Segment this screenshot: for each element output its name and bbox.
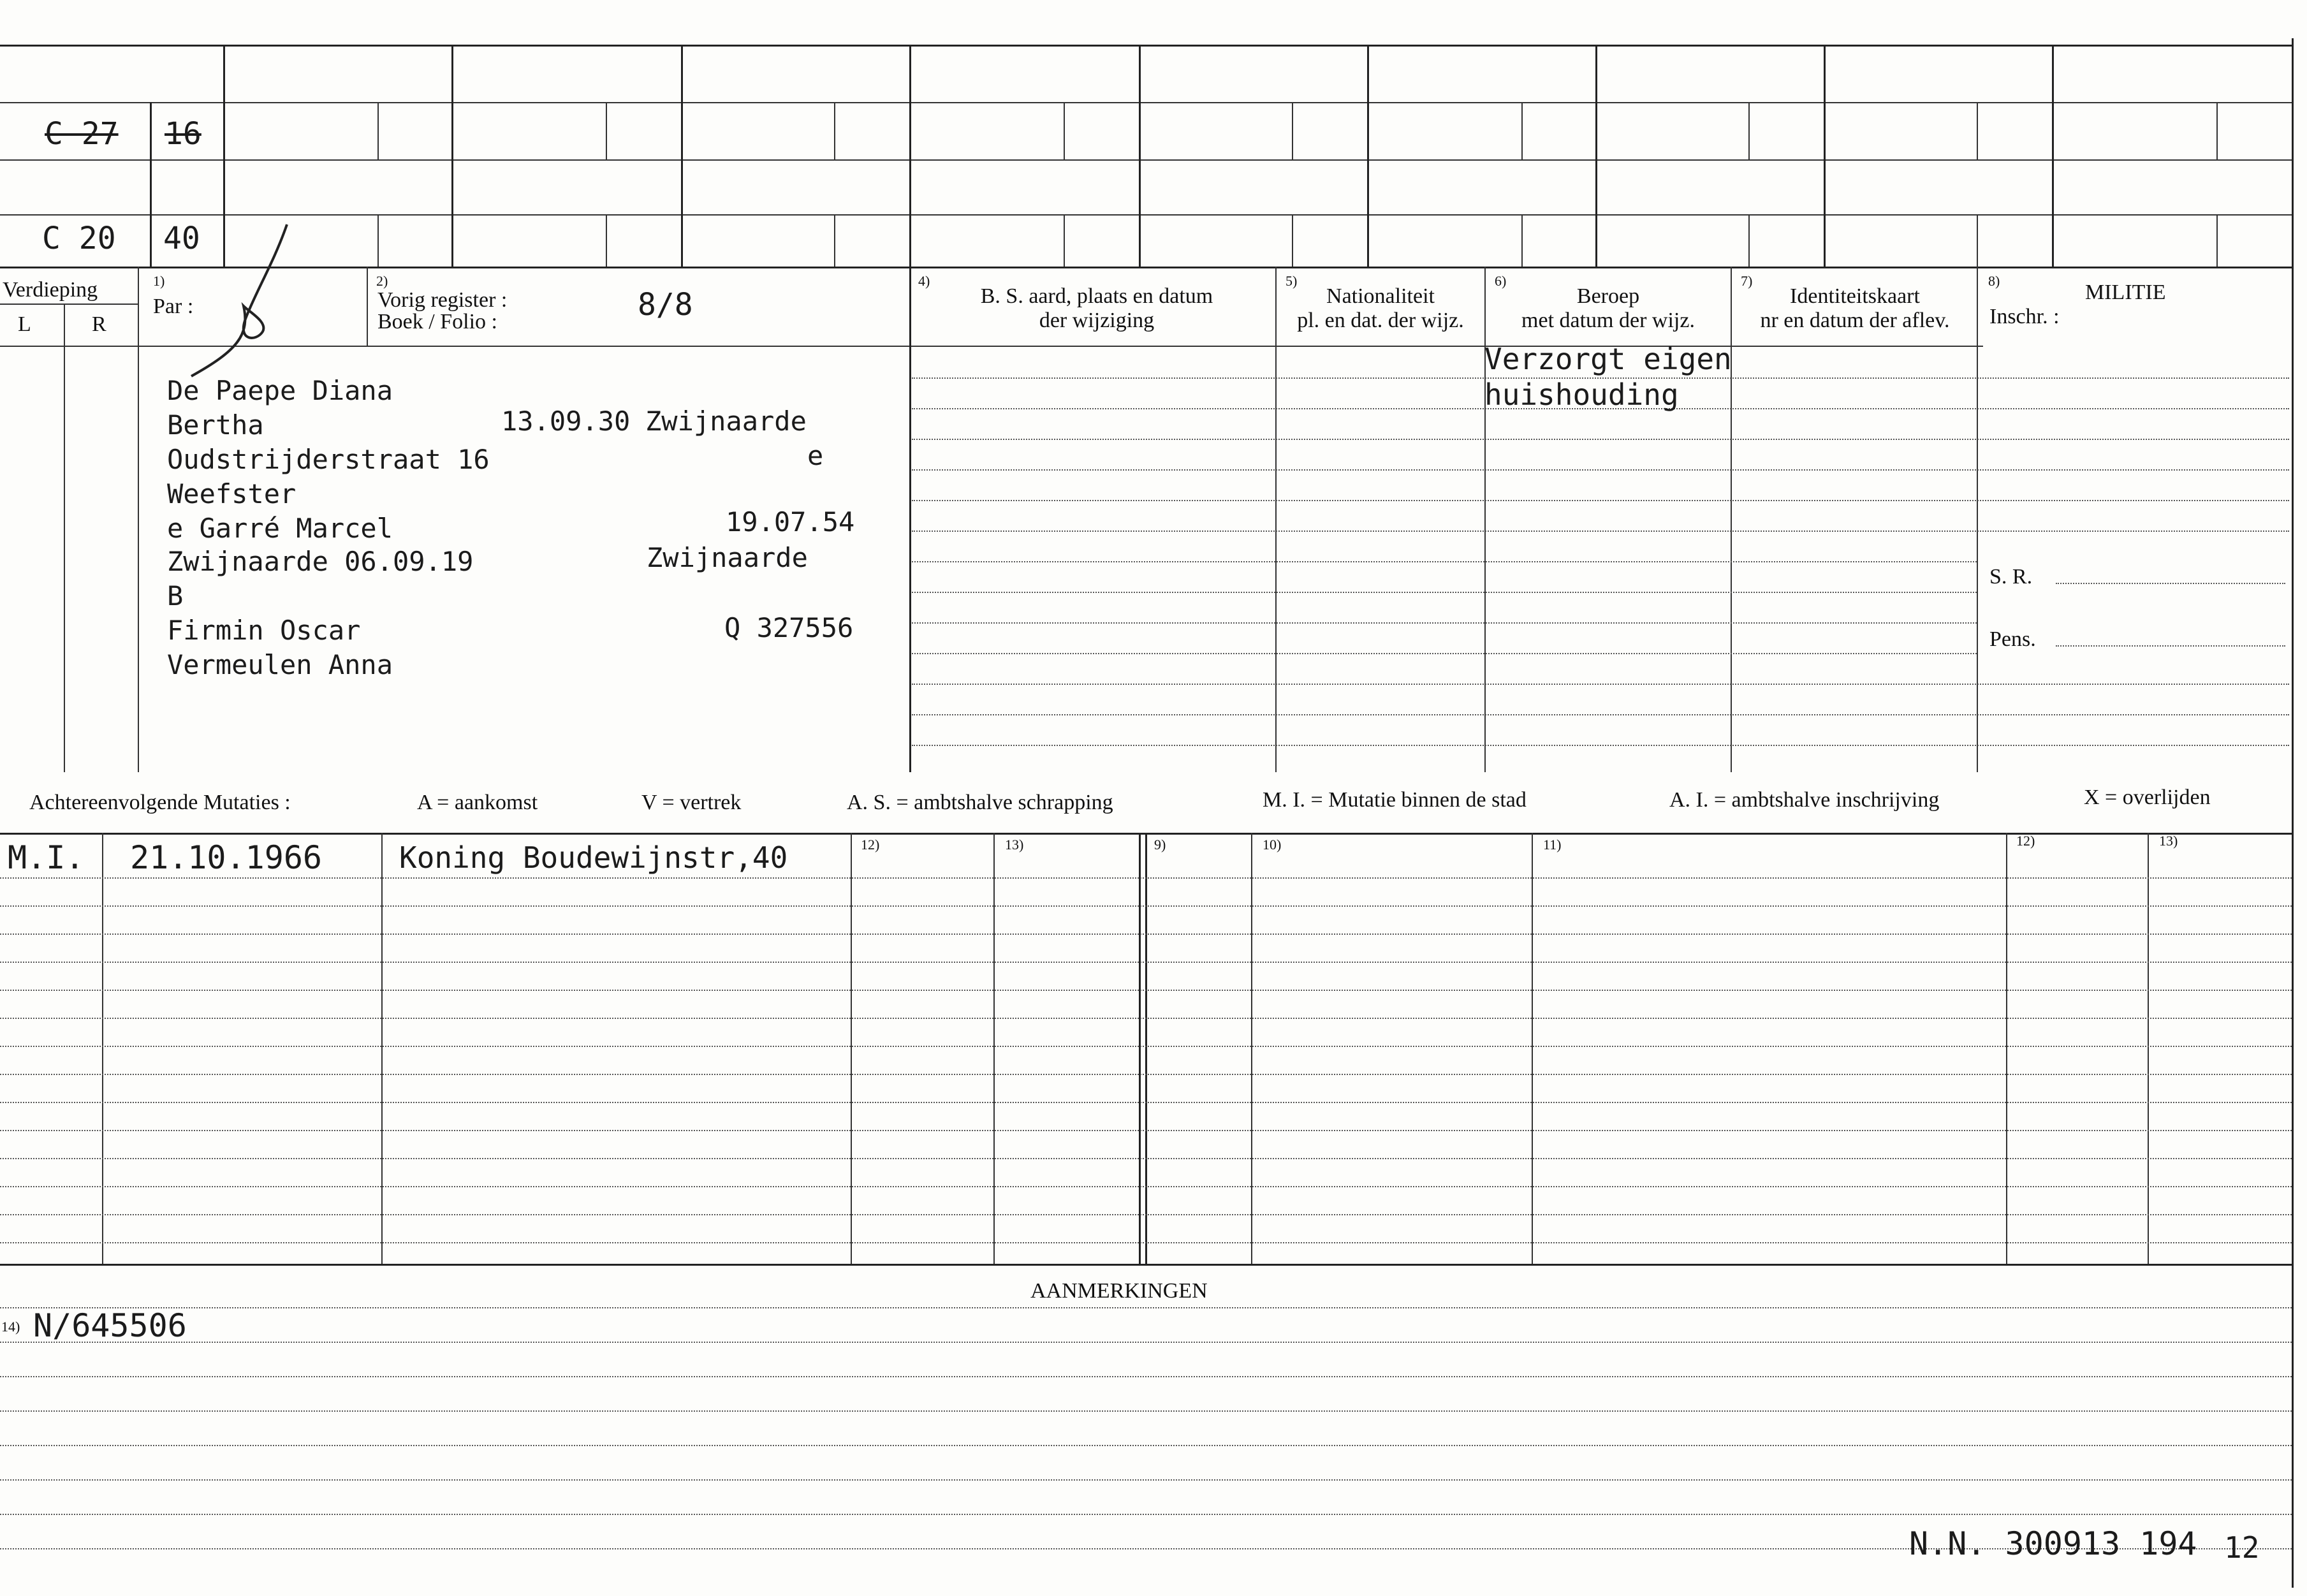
- remarks-number: 14): [1, 1319, 20, 1335]
- national-number: N.N. 300913 194: [1909, 1525, 2197, 1562]
- legend-title: Achtereenvolgende Mutaties :: [29, 791, 291, 814]
- col4-number: 4): [918, 273, 930, 289]
- inschr-label: Inschr. :: [1989, 305, 2060, 328]
- pens-label: Pens.: [1989, 627, 2036, 651]
- mutation-type: M.I.: [8, 839, 85, 876]
- mark-e: e: [807, 440, 824, 471]
- identiteitskaart-line1: Identiteitskaart: [1790, 284, 1920, 308]
- person-address: Oudstrijderstraat 16: [167, 444, 490, 475]
- vorig-register-number: 2): [376, 273, 388, 289]
- person-father: Firmin Oscar: [167, 615, 361, 646]
- mutation-date: 21.10.1966: [130, 839, 323, 876]
- col-13-number: 13): [1005, 837, 1024, 853]
- col8-number: 8): [1988, 273, 2000, 289]
- col-9b-number: 9): [1154, 837, 1166, 853]
- id-number: Q 327556: [724, 612, 854, 643]
- col-10b-number: 10): [1263, 837, 1282, 853]
- col5-number: 5): [1285, 273, 1298, 289]
- beroep-header: [1487, 284, 1729, 333]
- person-spouse: e Garré Marcel: [167, 513, 393, 544]
- person-first-names: Bertha: [167, 409, 264, 441]
- bs-aard-line1: B. S. aard, plaats en datum: [980, 284, 1213, 308]
- top-code-struck: C 27: [45, 116, 119, 152]
- legend-aankomst: A = aankomst: [417, 791, 538, 814]
- militie-label: MILITIE: [2085, 281, 2166, 304]
- footer-suffix: 12: [2224, 1530, 2260, 1565]
- legend-mutatie-binnen-stad: M. I. = Mutatie binnen de stad: [1263, 788, 1527, 812]
- nationaliteit-line2: pl. en dat. der wijz.: [1297, 309, 1464, 332]
- identiteitskaart-header: [1733, 284, 1977, 333]
- boek-folio-value: 8/8: [638, 287, 693, 323]
- legend-ambtshalve-schrapping: A. S. = ambtshalve schrapping: [847, 791, 1113, 814]
- person-lines: [167, 376, 490, 685]
- col-11b-number: 11): [1543, 837, 1562, 853]
- birth-date: 13.09.30: [501, 406, 631, 437]
- remarks-value: N/645506: [33, 1307, 187, 1344]
- bs-aard-line2: der wijziging: [1039, 309, 1155, 332]
- person-spouse-birth: Zwijnaarde 06.09.19: [167, 546, 474, 577]
- top-number: 40: [163, 221, 200, 256]
- beroep-line2: met datum der wijz.: [1521, 309, 1695, 332]
- identiteitskaart-line2: nr en datum der aflev.: [1760, 309, 1950, 332]
- legend-overlijden: X = overlijden: [2084, 786, 2211, 809]
- mutation-address: Koning Boudewijnstr,40: [399, 840, 788, 875]
- verdieping-label: Verdieping: [3, 278, 98, 302]
- col-12b-number: 12): [2016, 833, 2035, 849]
- col-13b-number: 13): [2159, 833, 2178, 849]
- par-signature-icon: [179, 217, 306, 395]
- remarks-title: AANMERKINGEN: [1030, 1279, 1208, 1303]
- bs-aard-header: [918, 284, 1275, 333]
- person-mother: Vermeulen Anna: [167, 649, 393, 680]
- col6-number: 6): [1495, 273, 1507, 289]
- legend-ambtshalve-inschrijving: A. I. = ambtshalve inschrijving: [1669, 788, 1940, 812]
- col-12-number: 12): [861, 837, 880, 853]
- par-number: 1): [153, 273, 165, 289]
- person-occupation: Weefster: [167, 478, 297, 509]
- beroep-line1: Verzorgt eigen: [1484, 342, 1732, 376]
- col7-number: 7): [1741, 273, 1753, 289]
- verdieping-r-label: R: [92, 312, 106, 336]
- vorig-register-label: Vorig register :: [377, 288, 508, 312]
- nationaliteit-line1: Nationaliteit: [1326, 284, 1435, 308]
- marriage-date: 19.07.54: [726, 506, 855, 538]
- verdieping-l-label: L: [18, 312, 31, 336]
- legend-vertrek: V = vertrek: [641, 791, 742, 814]
- beroep-line1: Beroep: [1576, 284, 1640, 308]
- person-name: De Paepe Diana: [167, 375, 393, 406]
- top-number-struck: 16: [165, 116, 201, 152]
- birth-place: Zwijnaarde: [645, 406, 807, 437]
- par-label: Par :: [153, 295, 194, 318]
- top-code: C 20: [42, 221, 116, 256]
- nationaliteit-header: [1278, 284, 1483, 333]
- person-nationality: B: [167, 580, 184, 611]
- beroep-line2: huishouding: [1484, 377, 1679, 412]
- marriage-place: Zwijnaarde: [647, 542, 808, 573]
- sr-label: S. R.: [1989, 565, 2033, 589]
- boek-folio-label: Boek / Folio :: [377, 310, 497, 333]
